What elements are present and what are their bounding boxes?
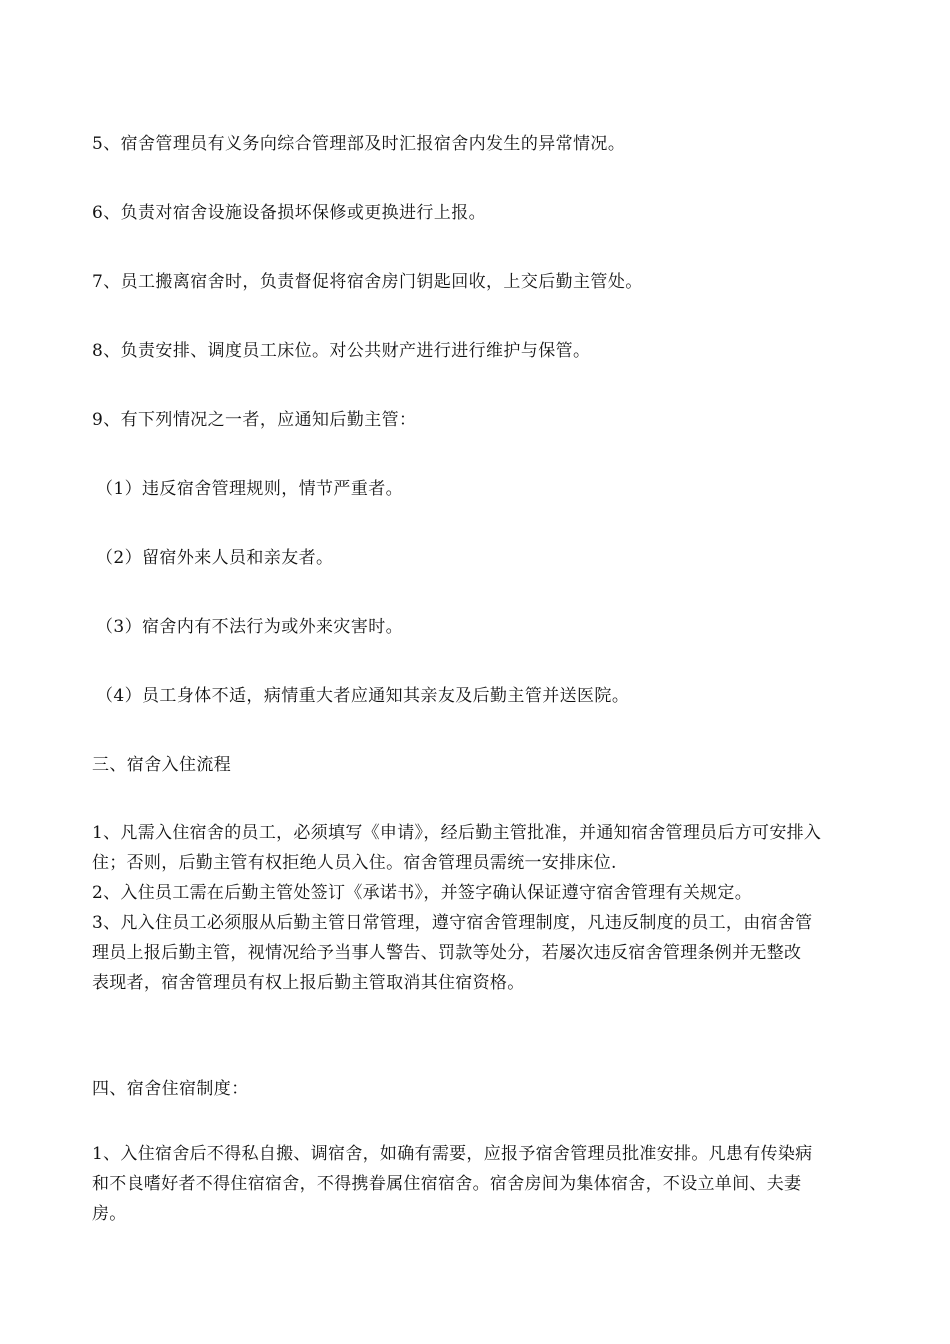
section-3-p1-line-2: 住；否则，后勤主管有权拒绝人员入住。宿舍管理员需统一安排床位. — [92, 853, 617, 873]
item-8: 8、负责安排、调度员工床位。对公共财产进行进行维护与保管。 — [92, 341, 591, 361]
item-7: 7、员工搬离宿舍时，负责督促将宿舍房门钥匙回收，上交后勤主管处。 — [92, 272, 643, 292]
sub-item-2: （2）留宿外来人员和亲友者。 — [96, 548, 334, 568]
section-3-p3-line-2: 理员上报后勤主管，视情况给予当事人警告、罚款等处分，若屡次违反宿舍管理条例并无整改 — [92, 943, 802, 963]
section-3-heading: 三、宿舍入住流程 — [92, 755, 232, 775]
section-3-p3-line-1: 3、凡入住员工必须服从后勤主管日常管理，遵守宿舍管理制度，凡违反制度的员工，由宿舍管 — [92, 913, 813, 933]
item-6: 6、负责对宿舍设施设备损坏保修或更换进行上报。 — [92, 203, 487, 223]
section-4-paragraphs — [92, 1139, 862, 1229]
item-9: 9、有下列情况之一者，应通知后勤主管： — [92, 410, 417, 430]
section-3-p2: 2、入住员工需在后勤主管处签订《承诺书》，并签字确认保证遵守宿舍管理有关规定。 — [92, 883, 753, 903]
section-4-p1-line-3: 房。 — [92, 1204, 127, 1224]
section-4-heading: 四、宿舍住宿制度： — [92, 1079, 249, 1099]
section-3-paragraphs — [92, 818, 862, 998]
item-5: 5、宿舍管理员有义务向综合管理部及时汇报宿舍内发生的异常情况。 — [92, 134, 626, 154]
section-4-p1-line-1: 1、入住宿舍后不得私自搬、调宿舍，如确有需要，应报予宿舍管理员批准安排。凡患有传染病 — [92, 1144, 813, 1164]
section-3-p3-line-3: 表现者，宿舍管理员有权上报后勤主管取消其住宿资格。 — [92, 973, 525, 993]
sub-item-1: （1）违反宿舍管理规则，情节严重者。 — [96, 479, 404, 499]
section-4-p1-line-2: 和不良嗜好者不得住宿宿舍，不得携眷属住宿宿舍。宿舍房间为集体宿舍，不设立单间、夫妻 — [92, 1174, 802, 1194]
section-3-p1-line-1: 1、凡需入住宿舍的员工，必须填写《申请》，经后勤主管批准，并通知宿舍管理员后方可安排入 — [92, 823, 822, 843]
sub-item-3: （3）宿舍内有不法行为或外来灾害时。 — [96, 617, 404, 637]
sub-item-4: （4）员工身体不适，病情重大者应通知其亲友及后勤主管并送医院。 — [96, 686, 630, 706]
